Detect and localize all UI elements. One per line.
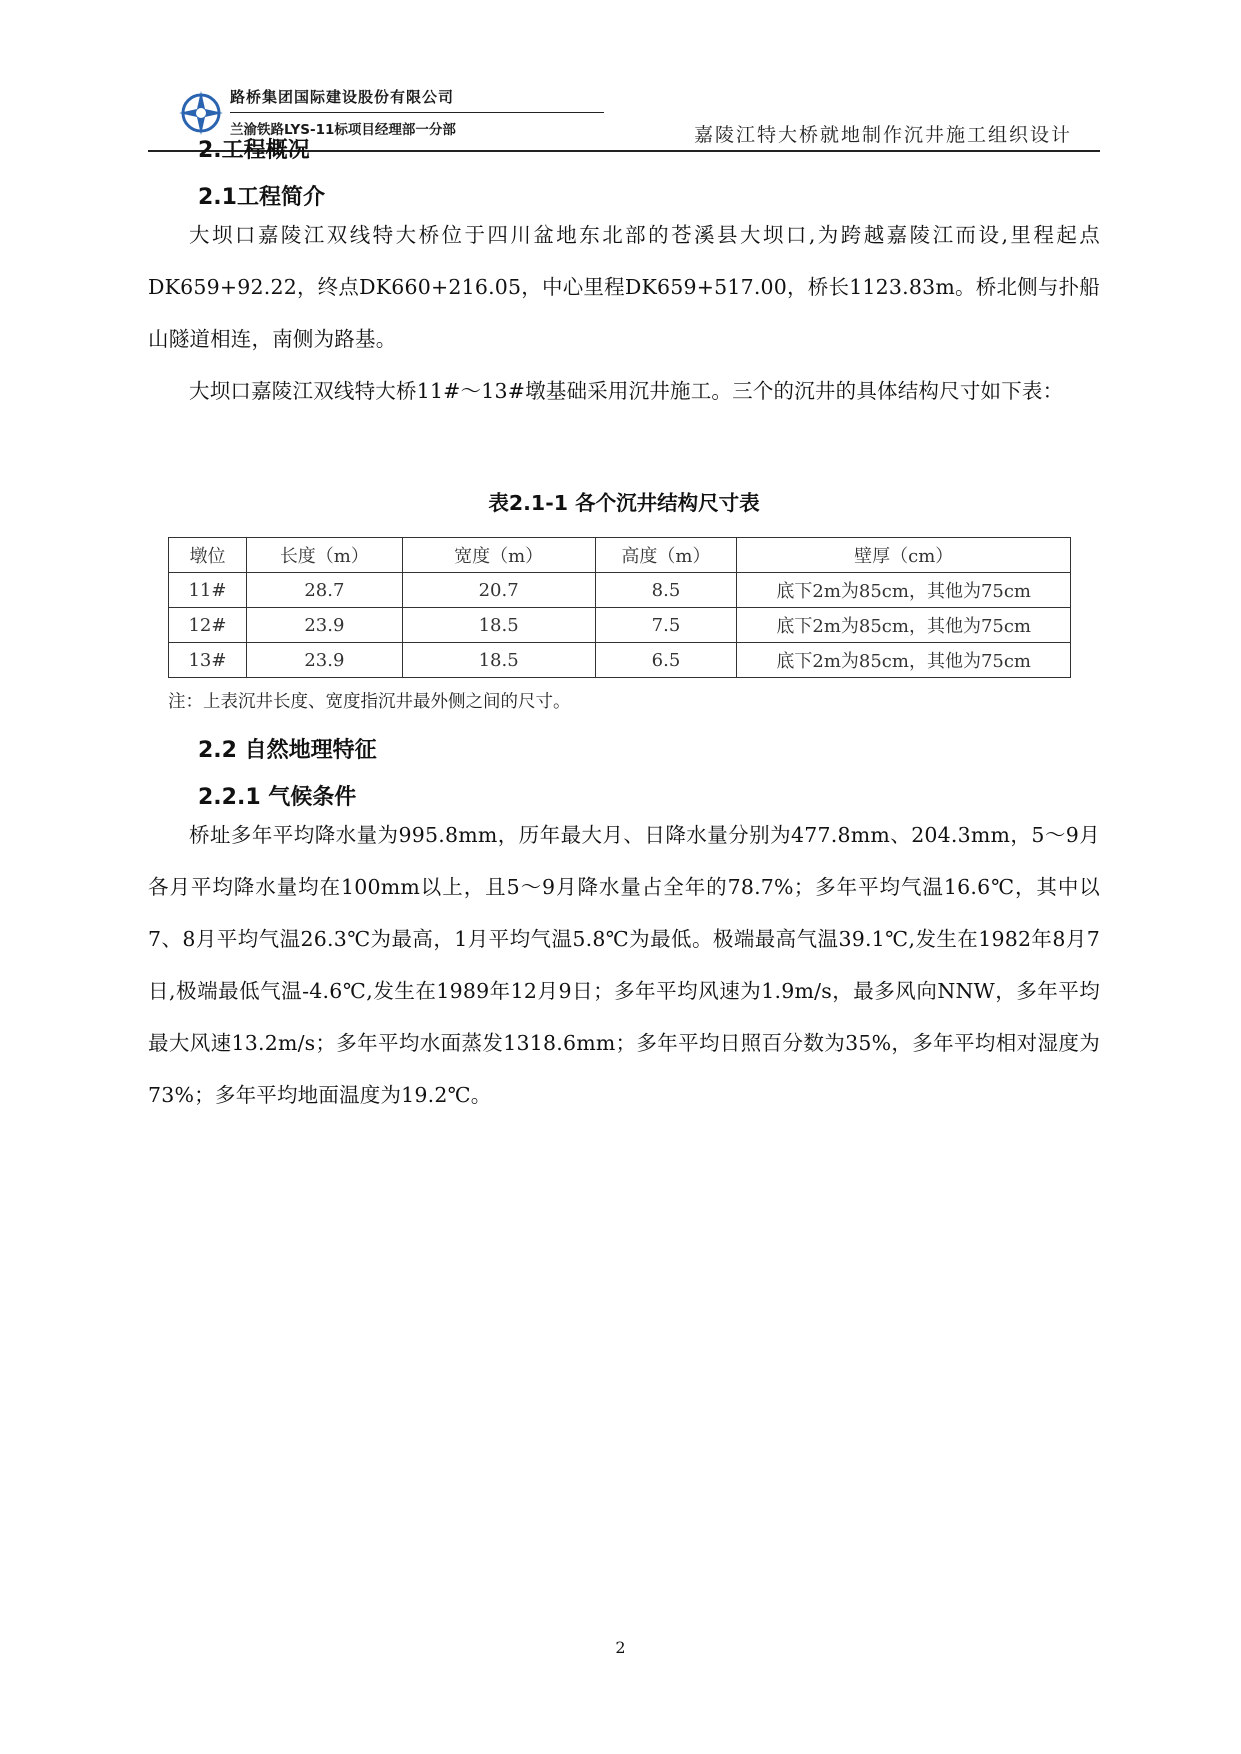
table-cell: 13# xyxy=(169,643,247,678)
column-header: 墩位 xyxy=(169,538,247,573)
table-cell: 6.5 xyxy=(595,643,737,678)
table-cell: 底下2m为85cm，其他为75cm xyxy=(737,643,1071,678)
table-cell: 11# xyxy=(169,573,247,608)
section-2-1-body xyxy=(148,209,1100,417)
table-cell: 18.5 xyxy=(402,608,595,643)
table-cell: 23.9 xyxy=(246,608,402,643)
column-header: 壁厚（cm） xyxy=(737,538,1071,573)
caisson-dimensions-table xyxy=(168,537,1071,678)
section-2-2-1-body xyxy=(148,809,1100,1121)
column-header: 宽度（m） xyxy=(402,538,595,573)
company-name: 路桥集团国际建设股份有限公司 xyxy=(230,88,455,106)
table-cell: 7.5 xyxy=(595,608,737,643)
table-caption: 表2.1-1 各个沉井结构尺寸表 xyxy=(488,491,760,515)
paragraph: 大坝口嘉陵江双线特大桥11#～13#墩基础采用沉井施工。三个的沉井的具体结构尺寸如下表： xyxy=(189,379,1064,403)
table-note: 注：上表沉井长度、宽度指沉井最外侧之间的尺寸。 xyxy=(168,692,571,712)
table-cell: 底下2m为85cm，其他为75cm xyxy=(737,608,1071,643)
table-header-row xyxy=(169,538,1071,573)
document-title: 嘉陵江特大桥就地制作沉井施工组织设计 xyxy=(693,124,1072,146)
section-2-heading: 2.工程概况 xyxy=(198,138,310,163)
table-cell: 23.9 xyxy=(246,643,402,678)
table-cell: 12# xyxy=(169,608,247,643)
table-row xyxy=(169,573,1071,608)
table-cell: 28.7 xyxy=(246,573,402,608)
column-header: 长度（m） xyxy=(246,538,402,573)
header-divider xyxy=(230,112,604,113)
table-cell: 20.7 xyxy=(402,573,595,608)
section-2-2-1-heading: 2.2.1 气候条件 xyxy=(198,785,357,810)
department-name: 兰渝铁路LYS-11标项目经理部一分部 xyxy=(230,122,456,138)
paragraph: 桥址多年平均降水量为995.8mm，历年最大月、日降水量分别为477.8mm、204.3mm，5～9月各月平均降水量均在100mm以上，且5～9月降水量占全年的78.7%；多年平均气温16.6℃，其中以7、8月平均气温26.3℃为最高，1月平均气温5.8℃为最低。极端最高气温39.1℃,发生在1982年8月7日,极端最低气温-4.6℃,发生在1989年12月9日；多年平均风速为1.9m/s，最多风向NNW，多年平均最大风速13.2m/s；多年平均水面蒸发1318.6mm；多年平均日照百分数为35%，多年平均相对湿度为73%；多年平均地面温度为19.2℃。 xyxy=(148,823,1100,1107)
table-row xyxy=(169,608,1071,643)
page-number: 2 xyxy=(615,1638,626,1657)
company-logo-icon xyxy=(178,90,224,136)
paragraph: 大坝口嘉陵江双线特大桥位于四川盆地东北部的苍溪县大坝口,为跨越嘉陵江而设,里程起点DK659+92.22，终点DK660+216.05，中心里程DK659+517.00，桥长1123.83m。桥北侧与扑船山隧道相连，南侧为路基。 xyxy=(148,223,1100,351)
table-cell: 18.5 xyxy=(402,643,595,678)
table-cell: 底下2m为85cm，其他为75cm xyxy=(737,573,1071,608)
column-header: 高度（m） xyxy=(595,538,737,573)
table-cell: 8.5 xyxy=(595,573,737,608)
section-2-1-heading: 2.1工程简介 xyxy=(198,185,325,210)
table-row xyxy=(169,643,1071,678)
section-2-2-heading: 2.2 自然地理特征 xyxy=(198,738,377,763)
